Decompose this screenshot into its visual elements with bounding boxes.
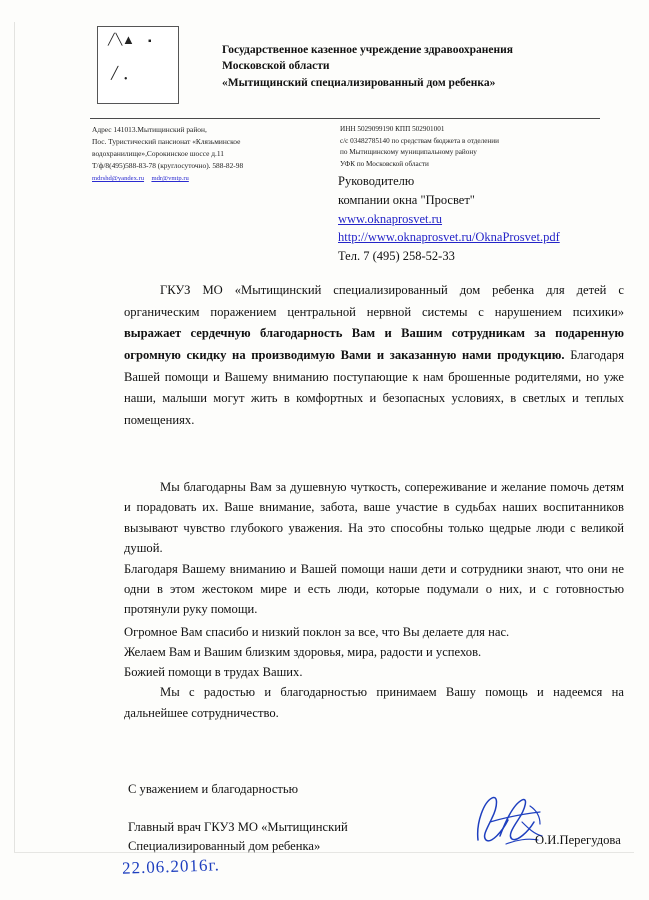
address-line-3: водохранилище»,Сорокинское шоссе д.11 [92, 148, 224, 158]
logo-mark-4: ╱ [111, 66, 119, 80]
letterhead-bank-details [340, 124, 600, 171]
p3-line-4: Мы с радостью и благодарностью принимаем Вашу помощь и надеемся на дальнейшее сотрудничество. [124, 685, 624, 720]
p1-part-b: Благодаря Вашей помощи и Вашему вниманию поступающие к нам брошенные родителями, но уже наши, малыши могут жить в комфортных и безопасных условиях, в светлых и теплых помещениях. [124, 347, 625, 427]
logo-mark-5: • [124, 74, 128, 85]
pdf-link[interactable]: http://www.oknaprosvet.ru/OknaProsvet.pdf [338, 230, 560, 245]
letterhead-divider [90, 118, 600, 119]
addressee-line-2: компании окна "Просвет" [338, 192, 475, 207]
org-title-line-3: «Мытищинский специализированный дом ребенка» [222, 76, 496, 89]
body-paragraph-2 [124, 477, 624, 620]
logo-mark-2: ▲ [122, 32, 135, 47]
org-title-line-2: Московской области [222, 60, 330, 73]
p3-line-3: Божией помощи в трудах Ваших. [124, 665, 303, 680]
closing-salutation: С уважением и благодарностью [128, 782, 299, 796]
address-line-2: Пос. Туристический пансионат «Клязьминское [92, 136, 241, 146]
signatory-role-line-1: Главный врач ГКУЗ МО «Мытищинский [128, 820, 348, 834]
p1-emphasis: выражает сердечную благодарность Вам и Вашим сотрудникам за подаренную огромную скидку на производимую Вами и заказанную нами продукцию. [124, 326, 624, 362]
logo-mark-3: ▪ [148, 36, 152, 47]
email-link-primary[interactable]: mdrshd@yandex.ru [92, 174, 145, 182]
email-link-secondary[interactable]: mdr@vmtp.ru [151, 174, 189, 182]
bank-line-3: по Мытищинскому муниципальному району [340, 148, 477, 157]
logo-mark-1: ╱╲ [108, 34, 124, 46]
bank-line-4: УФК по Московской области [340, 159, 429, 168]
bank-line-2: с/с 03482785140 по средствам бюджета в отделении [340, 136, 499, 145]
letterhead-address-left [92, 124, 322, 185]
signatory-role-line-2: Специализированный дом ребенка» [128, 838, 321, 853]
addressee-block [338, 172, 638, 266]
p1-part-a: ГКУЗ МО «Мытищинский специализированный дом ребенка для детей с органическим поражением центральной нервной системы с нарушением психики» [124, 283, 624, 319]
p3-line-2: Желаем Вам и Вашим близким здоровья, мира, радости и успехов. [124, 645, 482, 660]
bank-line-1: ИНН 5029099190 КПП 502901001 [340, 125, 445, 133]
handwritten-date: 22.06.2016г. [121, 855, 221, 878]
org-title-line-1: Государственное казенное учреждение здравоохранения [222, 44, 514, 56]
address-line-4: Т/ф/8(495)588-83-78 (круглосуточно). 588-82-98 [92, 160, 244, 170]
p3-line-1: Огромное Вам спасибо и низкий поклон за все, что Вы делаете для нас. [124, 625, 510, 639]
organization-logo [97, 26, 179, 104]
address-line-1: Адрес 141013.Мытищинский район, [92, 125, 207, 134]
signatory-role [128, 818, 458, 856]
p2b-text: Благодаря Вашему вниманию и Вашей помощи наши дети и сотрудники знают, что они не одни в этом жестоком мире и есть люди, которые подумали о них, и с готовностью протянули руку помощи. [124, 561, 624, 617]
p2-text: Мы благодарны Вам за душевную чуткость, сопереживание и желание помочь детям и порадовать их. Ваше внимание, забота, ваше участие в судьбах наших воспитанников вызывают чувство глубокого уважения. На это способны только щедрые люди с великой душой. [124, 480, 624, 556]
addressee-phone: Тел. 7 (495) 258-52-33 [338, 249, 455, 263]
organization-title [222, 42, 642, 91]
body-paragraph-1 [124, 280, 624, 432]
addressee-line-1: Руководителю [338, 174, 415, 188]
body-paragraph-3 [124, 622, 624, 723]
website-link[interactable]: www.oknaprosvet.ru [338, 211, 443, 226]
signatory-name: О.И.Перегудова [535, 833, 621, 847]
